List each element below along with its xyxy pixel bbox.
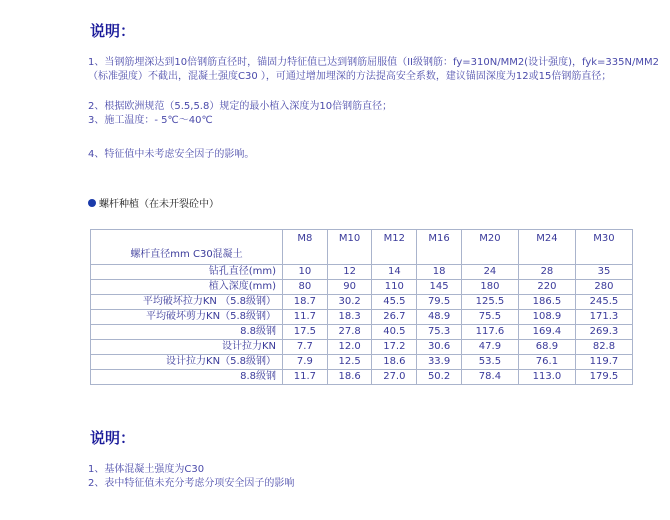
- row-label: 钻孔直径(mm): [91, 265, 283, 280]
- table-cell: 18.6: [327, 370, 372, 385]
- column-header: M10: [327, 230, 372, 265]
- column-header: M16: [417, 230, 462, 265]
- table-cell: 280: [575, 280, 632, 295]
- note-1: 1、当钢筋埋深达到10倍钢筋直径时，锚固力特征值已达到钢筋屈服值（II级钢筋：fy=310N/MM2(设计强度)，fyk=335N/MM2（标准强度）不截出，混凝土强度C30 ），可通过增加埋深的方法提高安全系数，建议锚固深度为12或15倍钢筋直径；: [88, 57, 659, 82]
- table-cell: 119.7: [575, 355, 632, 370]
- table-row: [91, 280, 633, 295]
- table-cell: 113.0: [518, 370, 575, 385]
- row-label: 平均破坏剪力KN（5.8级钢）: [91, 310, 283, 325]
- table-cell: 50.2: [417, 370, 462, 385]
- column-header: M30: [575, 230, 632, 265]
- row-label: 8.8级钢: [91, 325, 283, 340]
- table-cell: 76.1: [518, 355, 575, 370]
- table-cell: 27.8: [327, 325, 372, 340]
- bullet-icon: [88, 199, 96, 207]
- table-cell: 45.5: [372, 295, 417, 310]
- column-header: M24: [518, 230, 575, 265]
- table-row: [91, 295, 633, 310]
- table-cell: 145: [417, 280, 462, 295]
- table-cell: 110: [372, 280, 417, 295]
- row-label: 植入深度(mm): [91, 280, 283, 295]
- table-cell: 53.5: [461, 355, 518, 370]
- table-cell: 82.8: [575, 340, 632, 355]
- table-row: [91, 355, 633, 370]
- table-cell: 18.7: [283, 295, 328, 310]
- note-4: 4、特征值中未考虑安全因子的影响。: [88, 149, 255, 160]
- table-cell: 108.9: [518, 310, 575, 325]
- section-title-text: 螺杆种植（在未开裂砼中）: [99, 199, 219, 210]
- table-cell: 180: [461, 280, 518, 295]
- table-cell: 18: [417, 265, 462, 280]
- column-header: M8: [283, 230, 328, 265]
- table-cell: 33.9: [417, 355, 462, 370]
- table-cell: 30.2: [327, 295, 372, 310]
- table-cell: 78.4: [461, 370, 518, 385]
- table-cell: 171.3: [575, 310, 632, 325]
- table-cell: 10: [283, 265, 328, 280]
- row-label: 设计拉力KN: [91, 340, 283, 355]
- table-cell: 75.3: [417, 325, 462, 340]
- table-cell: 90: [327, 280, 372, 295]
- table-cell: 17.2: [372, 340, 417, 355]
- table-cell: 12.0: [327, 340, 372, 355]
- table-cell: 12.5: [327, 355, 372, 370]
- table-cell: 14: [372, 265, 417, 280]
- table-cell: 35: [575, 265, 632, 280]
- note-2: 2、根据欧洲规范（5.5,5.8）规定的最小植入深度为10倍钢筋直径；: [88, 101, 393, 112]
- table-cell: 269.3: [575, 325, 632, 340]
- table-cell: 47.9: [461, 340, 518, 355]
- table-cell: 68.9: [518, 340, 575, 355]
- column-header: M12: [372, 230, 417, 265]
- table-header-row: [91, 230, 633, 265]
- note-3: 3、施工温度：- 5℃～40℃: [88, 115, 213, 126]
- column-header: M20: [461, 230, 518, 265]
- table-cell: 186.5: [518, 295, 575, 310]
- table-cell: 125.5: [461, 295, 518, 310]
- table-cell: 26.7: [372, 310, 417, 325]
- note2-2: 2、表中特征值未充分考虑分项安全因子的影响: [88, 478, 295, 489]
- table-cell: 220: [518, 280, 575, 295]
- table-cell: 7.9: [283, 355, 328, 370]
- table-cell: 179.5: [575, 370, 632, 385]
- table-cell: 24: [461, 265, 518, 280]
- table-header-label: 螺杆直径mm C30混凝土: [91, 230, 283, 265]
- table-cell: 169.4: [518, 325, 575, 340]
- table-cell: 12: [327, 265, 372, 280]
- spec-table: [90, 229, 633, 385]
- table-row: [91, 370, 633, 385]
- table-cell: 75.5: [461, 310, 518, 325]
- row-label: 设计拉力KN（5.8级钢）: [91, 355, 283, 370]
- table-cell: 18.3: [327, 310, 372, 325]
- table-cell: 40.5: [372, 325, 417, 340]
- row-label: 8.8级钢: [91, 370, 283, 385]
- notes-heading-2: 说明：: [90, 429, 136, 447]
- table-row: [91, 325, 633, 340]
- table-cell: 27.0: [372, 370, 417, 385]
- table-cell: 79.5: [417, 295, 462, 310]
- table-cell: 28: [518, 265, 575, 280]
- note2-1: 1、基体混凝土强度为C30: [88, 464, 205, 475]
- table-cell: 80: [283, 280, 328, 295]
- table-row: [91, 265, 633, 280]
- row-label: 平均破坏拉力KN （5.8级钢）: [91, 295, 283, 310]
- table-row: [91, 340, 633, 355]
- section-title: [88, 195, 219, 210]
- table-cell: 7.7: [283, 340, 328, 355]
- table-cell: 17.5: [283, 325, 328, 340]
- table-cell: 11.7: [283, 310, 328, 325]
- table-cell: 18.6: [372, 355, 417, 370]
- table-row: [91, 310, 633, 325]
- table-cell: 245.5: [575, 295, 632, 310]
- table-cell: 11.7: [283, 370, 328, 385]
- table-cell: 30.6: [417, 340, 462, 355]
- table-cell: 48.9: [417, 310, 462, 325]
- table-cell: 117.6: [461, 325, 518, 340]
- notes-heading: 说明：: [90, 22, 136, 40]
